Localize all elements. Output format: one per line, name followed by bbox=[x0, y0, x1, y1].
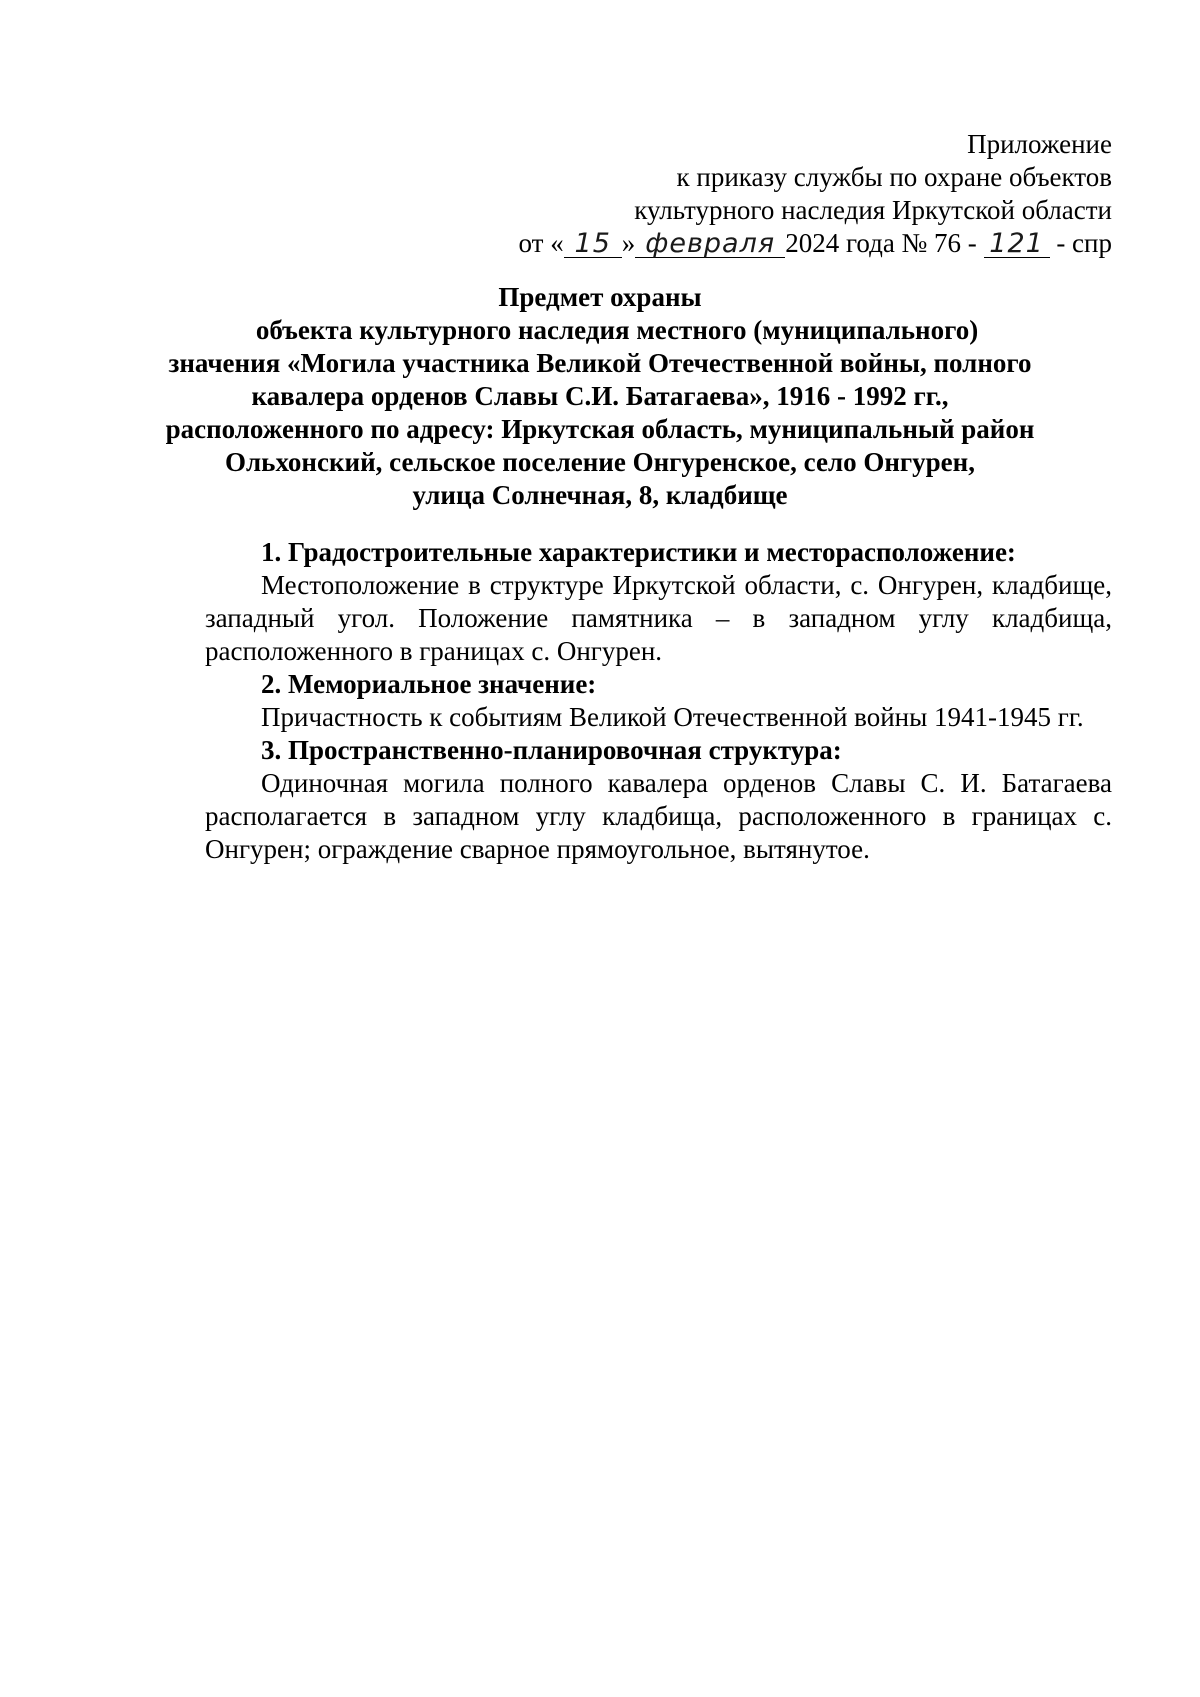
appendix-label: Приложение bbox=[967, 129, 1112, 159]
year-text: 2024 года № 76 - bbox=[785, 228, 977, 258]
appendix-date-line bbox=[519, 227, 1113, 260]
section-1-heading: 1. Градостроительные характеристики и месторасположение: bbox=[261, 537, 1016, 567]
title-line-2: значения «Могила участника Великой Отечественной войны, полного bbox=[168, 348, 1032, 378]
appendix-header bbox=[519, 128, 1113, 260]
document-body bbox=[205, 536, 1112, 866]
title-line-6: улица Солнечная, 8, кладбище bbox=[412, 480, 788, 510]
title-line-5: Ольхонский, сельское поселение Онгуренское, село Онгурен, bbox=[225, 447, 975, 477]
appendix-line-2: культурного наследия Иркутской области bbox=[634, 195, 1112, 225]
section-3-text: Одиночная могила полного кавалера орденов Славы С. И. Батагаева располагается в западном углу кладбища, расположенного в границах с. Онгурен; ограждение сварное прямоугольное, вытянутое. bbox=[205, 768, 1112, 864]
title-main: Предмет охраны bbox=[498, 282, 702, 312]
title-line-1: объекта культурного наследия местного (муниципального) bbox=[255, 315, 979, 345]
section-3-heading: 3. Пространственно-планировочная структура: bbox=[261, 735, 842, 765]
order-suffix: - спр bbox=[1056, 228, 1112, 258]
handwritten-order-number: 121 bbox=[984, 231, 1050, 258]
section-1-text: Местоположение в структуре Иркутской области, с. Онгурен, кладбище, западный угол. Положение памятника – в западном углу кладбища, расположенного в границах с. Онгурен. bbox=[205, 570, 1112, 666]
handwritten-month: февраля bbox=[635, 231, 785, 258]
title-line-3: кавалера орденов Славы С.И. Батагаева», 1916 - 1992 гг., bbox=[251, 381, 949, 411]
document-title bbox=[150, 281, 1050, 512]
appendix-line-1: к приказу службы по охране объектов bbox=[676, 162, 1112, 192]
section-2-heading: 2. Мемориальное значение: bbox=[261, 669, 597, 699]
handwritten-day: 15 bbox=[564, 231, 622, 258]
section-2-text: Причастность к событиям Великой Отечественной войны 1941-1945 гг. bbox=[261, 702, 1084, 732]
date-prefix: от « bbox=[518, 228, 564, 258]
title-line-4: расположенного по адресу: Иркутская область, муниципальный район bbox=[165, 414, 1035, 444]
quote-close: » bbox=[621, 228, 636, 258]
